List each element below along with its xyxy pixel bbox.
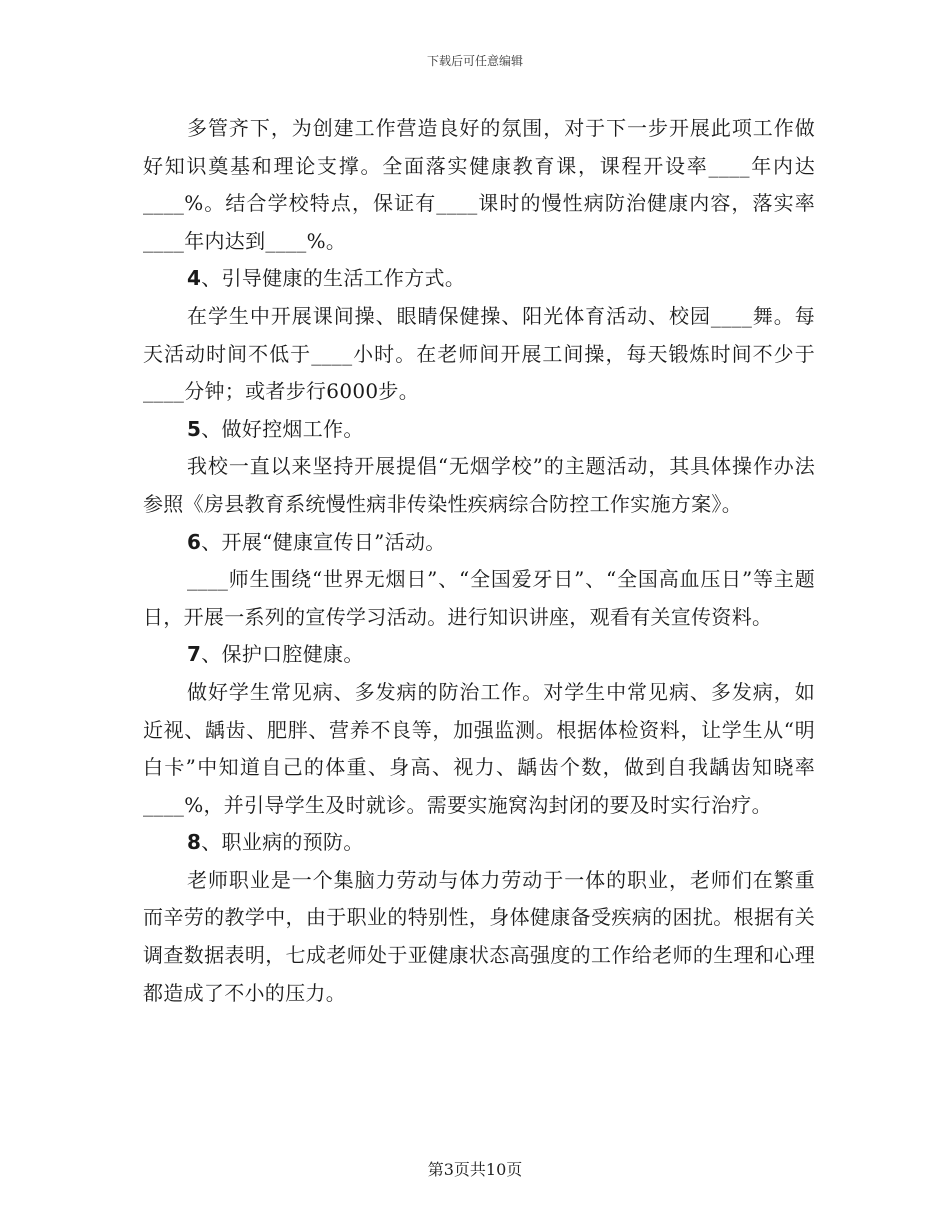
heading-number: 7 [187,642,202,667]
paragraph-health-education: 多管齐下，为创建工作营造良好的氛围，对于下一步开展此项工作做好知识奠基和理论支撑。全面落实健康教育课，课程开设率____年内达____%。结合学校特点，保证有____课时的慢性病防治健康内容，落实率____年内达到____%。 [143,116,815,253]
heading-occupational-disease [143,824,815,862]
heading-text: 、保护口腔健康。 [201,642,364,667]
paragraph-tobacco-control: 我校一直以来坚持开展提倡“无烟学校”的主题活动，其具体操作办法参照《房县教育系统慢性病非传染性疾病综合防控工作实施方案》。 [143,454,815,516]
heading-tobacco-control [143,411,815,449]
heading-number: 8 [187,830,202,855]
paragraph-occupational-disease: 老师职业是一个集脑力劳动与体力劳动于一体的职业，老师们在繁重而辛劳的教学中，由于职业的特别性，身体健康备受疾病的困扰。根据有关调查数据表明，七成老师处于亚健康状态高强度的工作给老师的生理和心理都造成了不小的压力。 [143,867,815,1005]
heading-healthy-lifestyle [143,260,815,298]
heading-number: 6 [187,529,202,554]
document-body [143,110,815,1012]
heading-text: 、开展“健康宣传日”活动。 [201,529,446,554]
heading-number: 4 [187,266,202,291]
heading-oral-health [143,636,815,674]
heading-text: 、引导健康的生活工作方式。 [201,266,466,291]
paragraph-health-day: ____师生围绕“世界无烟日”、“全国爱牙日”、“全国高血压日”等主题日，开展一系列的宣传学习活动。进行知识讲座，观看有关宣传资料。 [143,567,815,629]
heading-text: 、职业病的预防。 [201,830,364,855]
heading-text: 、做好控烟工作。 [201,416,364,441]
paragraph-oral-health: 做好学生常见病、多发病的防治工作。对学生中常见病、多发病，如近视、龋齿、肥胖、营养不良等，加强监测。根据体检资料，让学生从“明白卡”中知道自己的体重、身高、视力、龋齿个数，做到自我龋齿知晓率____%，并引导学生及时就诊。需要实施窝沟封闭的要及时实行治疗。 [143,679,815,817]
page-header: 下载后可任意编辑 [426,54,523,68]
page-number-footer: 第3页共10页 [427,1160,523,1179]
heading-number: 5 [187,416,202,441]
heading-health-day [143,524,815,562]
paragraph-healthy-lifestyle: 在学生中开展课间操、眼睛保健操、阳光体育活动、校园____舞。每天活动时间不低于____小时。在老师间开展工间操，每天锻炼时间不少于____分钟；或者步行6000步。 [143,303,815,404]
